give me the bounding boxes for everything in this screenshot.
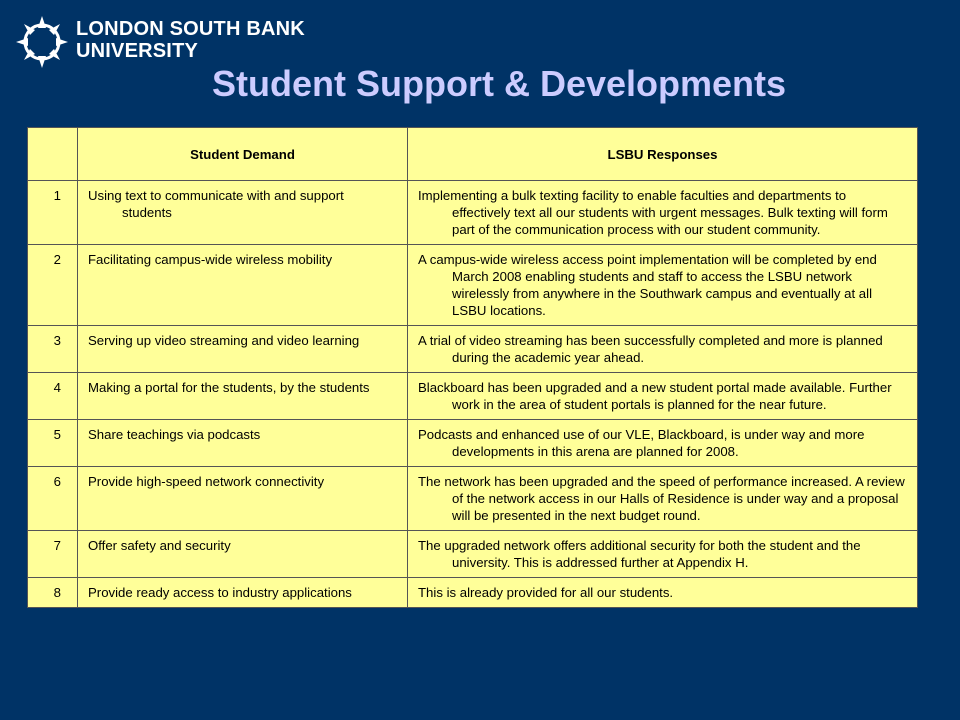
table-row [28, 245, 918, 326]
lsbu-response-cell [408, 531, 918, 578]
table-row [28, 373, 918, 420]
lsbu-response-text: Blackboard has been upgraded and a new student portal made available. Further work in the area of student portals is planned for the near future. [418, 380, 892, 412]
student-demand-cell [78, 373, 408, 420]
star-logo-icon [14, 14, 70, 70]
lsbu-response-text: A campus-wide wireless access point implementation will be completed by end March 2008 enabling students and staff to access the LSBU network wirelessly from anywhere in the Southwark campus and eventually at all LSBU locations. [418, 252, 877, 318]
lsbu-response-cell [408, 420, 918, 467]
row-number [28, 245, 78, 326]
student-demand-text: Share teachings via podcasts [88, 427, 261, 442]
row-number [28, 181, 78, 245]
row-number-label: 6 [53, 474, 61, 489]
lsbu-response-cell [408, 578, 918, 608]
logo-line-1: LONDON SOUTH BANK [76, 18, 305, 40]
lsbu-response-cell [408, 245, 918, 326]
row-number [28, 420, 78, 467]
student-demand-cell [78, 531, 408, 578]
row-number [28, 531, 78, 578]
table-row [28, 181, 918, 245]
student-demand-text: Offer safety and security [88, 538, 231, 553]
table-row [28, 578, 918, 608]
lsbu-response-text: The upgraded network offers additional security for both the student and the university. This is addressed further at Appendix H. [418, 538, 861, 570]
row-number-label: 4 [53, 380, 61, 395]
table-header-row [28, 128, 918, 181]
row-number-label: 3 [53, 333, 61, 348]
row-number [28, 326, 78, 373]
student-demand-cell [78, 181, 408, 245]
student-demand-cell [78, 420, 408, 467]
lsbu-response-cell [408, 181, 918, 245]
logo-line-2: UNIVERSITY [76, 40, 199, 62]
university-logo [14, 14, 314, 70]
student-demand-cell [78, 578, 408, 608]
row-number-label: 2 [53, 252, 61, 267]
row-number [28, 373, 78, 420]
table-row [28, 467, 918, 531]
student-demand-text: Facilitating campus-wide wireless mobility [88, 252, 333, 267]
row-number-label: 5 [53, 427, 61, 442]
header-cell-number [28, 128, 78, 181]
lsbu-response-text: Implementing a bulk texting facility to enable faculties and departments to effectively text all our students with urgent messages. Bulk texting will form part of the communication process with our student community. [418, 188, 888, 237]
lsbu-response-text: The network has been upgraded and the speed of performance increased. A review of the network access in our Halls of Residence is under way and a proposal will be presented in the next budget round. [418, 474, 905, 523]
lsbu-response-text: A trial of video streaming has been successfully completed and more is planned during the academic year ahead. [418, 333, 883, 365]
table-row [28, 420, 918, 467]
student-demand-text: Serving up video streaming and video learning [88, 333, 360, 348]
header-cell-student-demand: Student Demand [78, 128, 408, 181]
header-cell-lsbu-responses: LSBU Responses [408, 128, 918, 181]
page-title: Student Support & Developments [212, 63, 787, 104]
row-number-label: 7 [53, 538, 61, 553]
lsbu-response-cell [408, 467, 918, 531]
student-demand-text: Using text to communicate with and support students [88, 188, 344, 220]
lsbu-response-cell [408, 373, 918, 420]
logo-wordmark [76, 18, 305, 62]
lsbu-response-text: Podcasts and enhanced use of our VLE, Blackboard, is under way and more developments in this arena are planned for 2008. [418, 427, 865, 459]
student-demand-text: Provide high-speed network connectivity [88, 474, 325, 489]
student-demand-cell [78, 245, 408, 326]
row-number-label: 1 [53, 188, 61, 203]
student-demand-text: Making a portal for the students, by the students [88, 380, 370, 395]
table-row [28, 326, 918, 373]
lsbu-response-cell [408, 326, 918, 373]
row-number [28, 467, 78, 531]
lsbu-response-text: This is already provided for all our students. [418, 585, 674, 600]
row-number [28, 578, 78, 608]
table-row [28, 531, 918, 578]
student-demand-cell [78, 326, 408, 373]
student-demand-text: Provide ready access to industry applications [88, 585, 352, 600]
student-demand-cell [78, 467, 408, 531]
support-table [27, 127, 918, 608]
row-number-label: 8 [53, 585, 61, 600]
